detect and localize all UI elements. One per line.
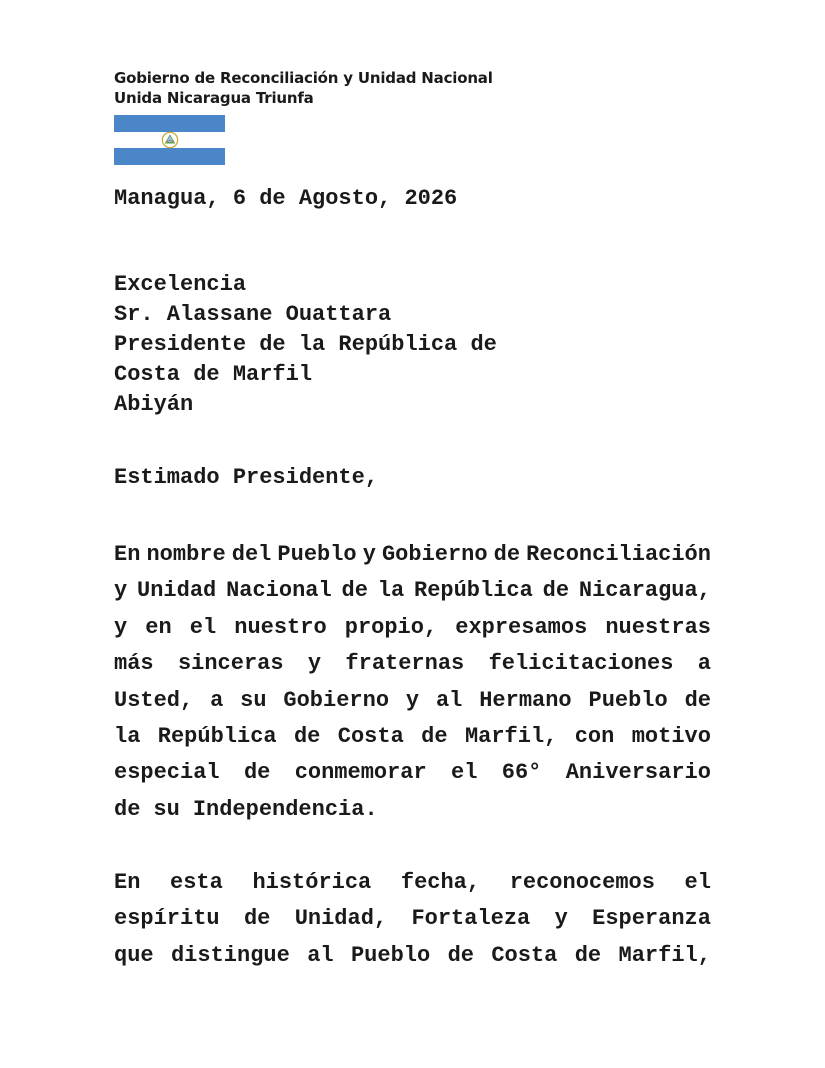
paragraph-word: más — [114, 651, 154, 677]
paragraph-word: propio, — [344, 614, 438, 640]
paragraph-line — [114, 938, 711, 974]
paragraph-line — [114, 901, 711, 937]
paragraph-word: de — [447, 942, 474, 968]
paragraph-word: Independencia. — [192, 796, 378, 822]
flag-emblem-icon — [161, 131, 179, 149]
paragraph-word: sinceras — [177, 651, 284, 677]
paragraph-line — [114, 792, 711, 828]
paragraph-word: de — [243, 906, 271, 932]
paragraph-word: Reconciliación — [526, 542, 711, 567]
paragraph-word: 66° — [501, 760, 542, 786]
recipient-line: Presidente de la República de — [114, 332, 497, 357]
paragraph-word: de — [684, 687, 711, 713]
paragraph-word: Fortaleza — [411, 906, 531, 932]
paragraph-word: Pueblo — [277, 542, 357, 567]
paragraph-word: reconocemos — [509, 870, 655, 895]
paragraph-line — [114, 537, 711, 573]
paragraph-word: su — [240, 687, 267, 713]
paragraph-line — [114, 865, 711, 901]
paragraph-word: el — [684, 870, 711, 895]
paragraph-word: y — [114, 614, 128, 640]
paragraph-word: República — [414, 578, 533, 604]
paragraph-word: el — [451, 760, 478, 786]
paragraph-line — [114, 755, 711, 791]
paragraph-word: nombre — [146, 542, 226, 567]
paragraph-word: y — [554, 906, 568, 932]
paragraph-word: la — [377, 578, 405, 604]
paragraph-word: y — [307, 651, 322, 677]
paragraph-word: y — [405, 687, 420, 713]
paragraph-word: Gobierno — [283, 687, 390, 713]
paragraph-word: y — [114, 578, 128, 604]
paragraph-word: Gobierno — [381, 542, 488, 567]
letterhead-government-name: Gobierno de Reconciliación y Unidad Nacional — [114, 69, 493, 87]
paragraph-word: especial — [114, 760, 220, 786]
paragraph-word: Marfil, — [464, 723, 558, 749]
paragraph-word: a — [697, 651, 711, 677]
paragraph-word: al — [435, 687, 463, 713]
paragraph-word: Nacional — [226, 578, 332, 604]
paragraph-word: nuestras — [605, 614, 711, 640]
paragraph-word: su — [153, 796, 180, 822]
nicaragua-flag-icon — [114, 115, 225, 165]
paragraph-word: Hermano — [479, 687, 572, 713]
paragraph-word: que — [114, 942, 154, 968]
paragraph-word: En — [114, 542, 141, 567]
paragraph-word: de — [341, 578, 368, 604]
paragraph-word: Esperanza — [592, 906, 711, 932]
paragraph-word: Nicaragua, — [578, 578, 711, 604]
paragraph-word: a — [210, 687, 224, 713]
paragraph-word: de — [421, 723, 448, 749]
recipient-block — [114, 270, 497, 420]
paragraph-word: el — [189, 614, 217, 640]
flag-middle-band — [114, 132, 225, 149]
recipient-line: Costa de Marfil — [114, 362, 313, 387]
paragraph-word: Pueblo — [350, 942, 431, 968]
flag-top-band — [114, 115, 225, 132]
paragraph-word: Aniversario — [565, 760, 711, 786]
paragraph-word: histórica — [252, 870, 372, 895]
paragraph-word: conmemorar — [294, 760, 427, 786]
paragraph-word: al — [307, 942, 334, 968]
paragraph-word: espíritu — [114, 906, 220, 932]
paragraph-word: con — [574, 723, 615, 749]
paragraph-word: esta — [170, 870, 223, 895]
paragraph-word: en — [145, 614, 172, 640]
paragraph-word: de — [243, 760, 271, 786]
recipient-line: Sr. Alassane Ouattara — [114, 302, 392, 327]
body-paragraph-1 — [114, 537, 711, 828]
paragraph-word: la — [114, 723, 141, 749]
paragraph-word: Usted, — [114, 687, 194, 713]
body-paragraph-2 — [114, 865, 711, 974]
paragraph-word: fecha, — [400, 870, 481, 895]
paragraph-line — [114, 610, 711, 646]
paragraph-word: Costa — [491, 942, 558, 968]
paragraph-word: nuestro — [234, 614, 327, 640]
paragraph-word: de — [114, 796, 141, 822]
recipient-line: Excelencia — [114, 272, 247, 297]
flag-bottom-band — [114, 148, 225, 165]
paragraph-word: de — [293, 723, 321, 749]
paragraph-word: motivo — [631, 723, 711, 749]
letter-greeting: Estimado Presidente, — [114, 465, 379, 490]
paragraph-word: felicitaciones — [488, 651, 674, 677]
paragraph-line — [114, 646, 711, 682]
letterhead — [114, 68, 493, 108]
paragraph-word: fraternas — [345, 651, 465, 677]
letter-date: Managua, 6 de Agosto, 2026 — [114, 186, 458, 211]
paragraph-word: y — [362, 542, 376, 567]
paragraph-word: República — [157, 723, 277, 749]
paragraph-word: distingue — [170, 942, 290, 968]
paragraph-word: Marfil, — [618, 942, 711, 968]
paragraph-word: En — [114, 870, 141, 895]
paragraph-word: Unidad, — [294, 906, 388, 932]
letterhead-slogan: Unida Nicaragua Triunfa — [114, 89, 314, 107]
paragraph-word: de — [542, 578, 570, 604]
paragraph-line — [114, 719, 711, 755]
paragraph-word: de — [493, 542, 521, 567]
paragraph-word: Pueblo — [588, 687, 668, 713]
paragraph-line — [114, 573, 711, 609]
paragraph-word: Unidad — [137, 578, 217, 604]
paragraph-word: Costa — [337, 723, 404, 749]
paragraph-word: de — [574, 942, 602, 968]
paragraph-line — [114, 683, 711, 719]
recipient-line: Abiyán — [114, 392, 194, 417]
paragraph-word: expresamos — [455, 614, 588, 640]
paragraph-word: del — [231, 542, 272, 567]
